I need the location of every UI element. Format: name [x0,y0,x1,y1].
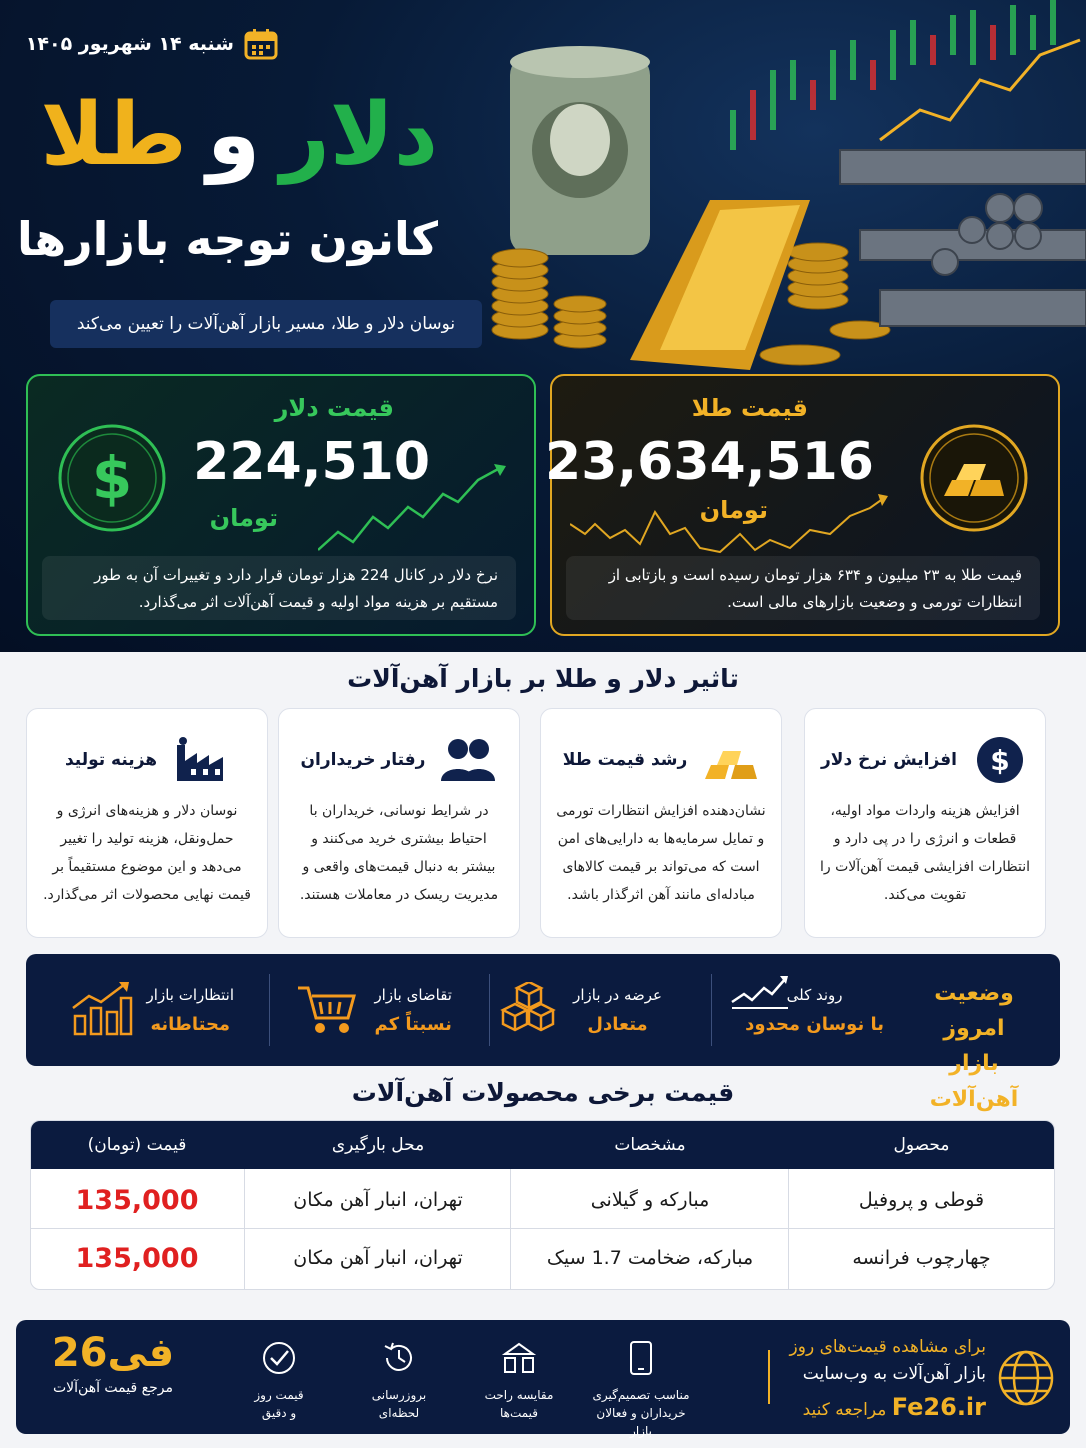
tagline: نوسان دلار و طلا، مسیر بازار آهن‌آلات را تعیین می‌کند [50,300,482,348]
logo-text: فی26 [51,1330,175,1376]
impact-card-gold [540,708,782,938]
status-item-demand [296,970,452,1050]
dollar-trend-icon [318,462,508,552]
headline-and: و [206,85,261,185]
products-section-title: قیمت برخی محصولات آهن‌آلات [351,1078,735,1107]
products-table [30,1120,1055,1290]
dollar-card-unit: تومان [209,504,278,532]
check-icon [261,1340,297,1376]
table-cell: قوطی و پروفیل [858,1189,985,1211]
headline-dollar: دلار [280,85,438,185]
trend-line-icon [730,972,790,1012]
feature-compare: مقایسه راحت قیمت‌ها [464,1340,574,1422]
feature-decision: مناسب تصمیم‌گیری خریداران و فعالان بازار [586,1340,696,1440]
date-label: شنبه ۱۴ شهریور ۱۴۰۵ [25,33,234,55]
date-row [26,28,278,60]
svg-text:$: $ [91,444,133,512]
gold-card-description: قیمت طلا به ۲۳ میلیون و ۶۳۴ هزار تومان رسیده است و بازتابی از انتظارات تورمی و وضعیت بازارهای مالی است. [566,556,1040,620]
table-cell: چهارچوب فرانسه [852,1247,991,1269]
impact-card-text: نشان‌دهنده افزایش انتظارات تورمی و تمایل سرمایه‌ها به دارایی‌های امن است که می‌تواند بر قیمت کالاهای مبادله‌ای مانند آهن اثرگذار باشد. [556,803,766,903]
users-icon [439,735,497,785]
table-header-cell: محل بارگیری [331,1135,425,1155]
gold-trend-icon [570,494,890,558]
dollar-card-title: قیمت دلار [274,394,394,422]
table-cell: مبارکه و گیلانی [590,1189,710,1211]
gold-card-title: قیمت طلا [691,394,808,422]
status-value: متعادل [587,1013,648,1035]
gold-bars-icon [701,735,759,785]
dollar-sign-icon [56,422,168,534]
impact-card-text: افزایش هزینه واردات مواد اولیه، قطعات و انرژی را در پی دارد و انتظارات افزایشی قیمت آهن‌آلات را تقویت می‌کند. [819,803,1031,903]
logo-tagline: مرجع قیمت آهن‌آلات [53,1380,173,1396]
factory-icon [171,735,229,785]
bar-chart-icon [69,982,133,1038]
globe-icon [996,1348,1056,1408]
status-label: انتظارات بازار [146,985,234,1004]
footer-divider [768,1350,770,1404]
headline-subtitle: کانون توجه بازارها [16,212,438,266]
hero-illustration [480,0,1086,380]
headline-gold: طلا [40,85,187,185]
boxes-icon [495,982,559,1038]
table-cell-price: 135,000 [75,1184,199,1216]
impact-card-text: نوسان دلار و هزینه‌های انرژی و حمل‌ونقل، هزینه تولید را تغییر می‌دهد و این موضوع مستقیماً بر قیمت نهایی محصولات اثر می‌گذارد. [43,803,251,903]
status-label: عرضه در بازار [573,985,662,1004]
impact-card-buyers [278,708,520,938]
status-label: تقاضای بازار [374,985,452,1004]
dollar-price-card [26,374,536,636]
impact-card-dollar [804,708,1046,938]
feature-accurate: قیمت روز و دقیق [224,1340,334,1422]
impact-card-title: رفتار خریداران [300,750,426,770]
impact-card-text: در شرایط نوسانی، خریداران با احتیاط بیشتری خرید می‌کنند و بیشتر به دنبال قیمت‌های واقعی و مدیریت ریسک در معاملات هستند. [299,803,499,903]
dollar-card-description: نرخ دلار در کانال 224 هزار تومان قرار دارد و تغییرات آن به طور مستقیم بر هزینه مواد اولیه و قیمت آهن‌آلات اثر می‌گذارد. [42,556,516,620]
status-label: روند کلی [786,985,843,1004]
gold-price-card [545,374,1060,636]
gold-card-value: 23,634,516 [545,432,874,492]
status-item-supply [495,970,662,1050]
table-cell: تهران، انبار آهن مکان [293,1247,463,1269]
impact-card-title: رشد قیمت طلا [562,750,688,770]
gold-bars-icon [918,422,1030,534]
market-status-heading: وضعیت امروز بازار آهن‌آلات [929,981,1019,1112]
gold-card-unit: تومان [699,496,768,524]
history-icon [381,1340,417,1376]
website-link[interactable]: Fe26.ir [891,1393,986,1422]
table-header-cell: قیمت (تومان) [87,1135,187,1155]
hero-banner [0,0,1086,652]
table-header-cell: محصول [893,1135,950,1155]
impact-card-title: افزایش نرخ دلار [821,750,957,770]
footer-banner [16,1320,1070,1438]
status-value: نسبتاً کم [374,1013,452,1035]
table-cell: تهران، انبار آهن مکان [293,1189,463,1211]
table-cell: مبارکه، ضخامت 1.7 سیک [546,1247,754,1269]
table-header-cell: مشخصات [614,1135,686,1155]
svg-text:$: $ [990,744,1010,777]
compare-icon [501,1340,537,1376]
status-value: محتاطانه [150,1013,231,1035]
table-cell-price: 135,000 [75,1242,199,1274]
feature-realtime: بروزرسانی لحظه‌ای [344,1340,454,1422]
impact-section-title: تاثیر دلار و طلا بر بازار آهن‌آلات [347,664,739,693]
status-value: با نوسان محدود [745,1013,884,1035]
dollar-card-value: 224,510 [193,432,430,492]
footer-cta: برای مشاهده قیمت‌های روز بازار آهن‌آلات به وب‌سایت Fe26.ir مراجعه کنید [789,1337,986,1422]
calendar-icon [244,28,278,60]
cart-icon [296,982,360,1038]
brand-logo [38,1330,188,1396]
impact-card-title: هزینه تولید [64,750,158,770]
impact-card-production [26,708,268,938]
dollar-icon [971,735,1029,785]
status-item-expectations [69,970,234,1050]
mobile-icon [626,1340,656,1376]
headline [40,85,438,185]
